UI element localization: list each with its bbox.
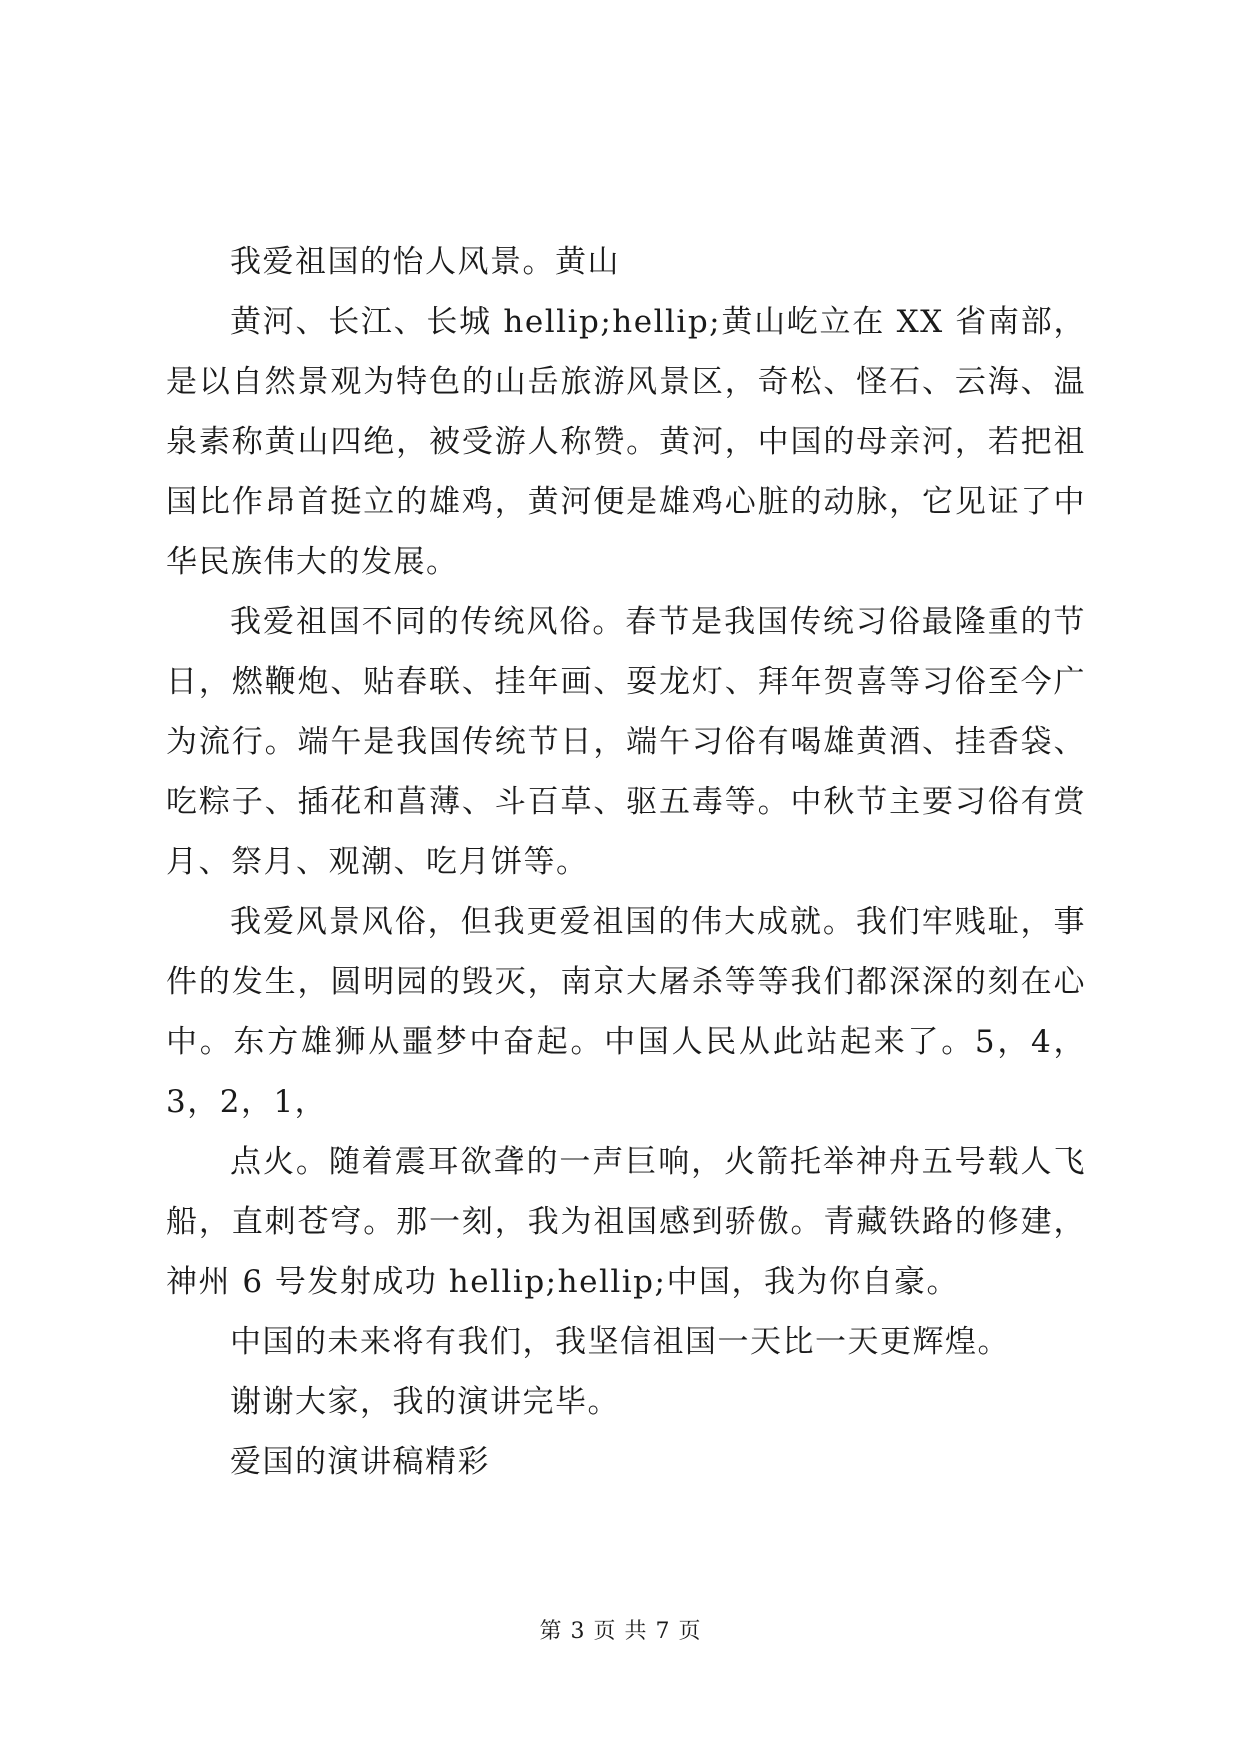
page-number-footer: 第 3 页 共 7 页 [539, 1619, 702, 1644]
document-body [166, 232, 1086, 1492]
paragraph-achievements: 我爱风景风俗，但我更爱祖国的伟大成就。我们牢贱耻，事件的发生，圆明园的毁灭，南京大屠杀等等我们都深深的刻在心中。东方雄狮从噩梦中奋起。中国人民从此站起来了。5，4，3，2，1， [166, 904, 1086, 1120]
paragraph-customs: 我爱祖国不同的传统风俗。春节是我国传统习俗最隆重的节日，燃鞭炮、贴春联、挂年画、耍龙灯、拜年贺喜等习俗至今广为流行。端午是我国传统节日，端午习俗有喝雄黄酒、挂香袋、吃粽子、插花和菖薄、斗百草、驱五毒等。中秋节主要习俗有赏月、祭月、观潮、吃月饼等。 [166, 604, 1086, 880]
paragraph-scenery-intro: 我爱祖国的怡人风景。黄山 [230, 244, 620, 280]
paragraph-scenery: 黄河、长江、长城 hellip;hellip;黄山屹立在 XX 省南部，是以自然景观为特色的山岳旅游风景区，奇松、怪石、云海、温泉素称黄山四绝，被受游人称赞。黄河，中国的母亲河，若把祖国比作昂首挺立的雄鸡，黄河便是雄鸡心脏的动脉，它见证了中华民族伟大的发展。 [166, 304, 1086, 580]
paragraph-next-title: 爱国的演讲稿精彩 [230, 1444, 490, 1480]
paragraph-thanks: 谢谢大家，我的演讲完毕。 [230, 1384, 620, 1420]
paragraph-launch: 点火。随着震耳欲聋的一声巨响，火箭托举神舟五号载人飞船，直刺苍穹。那一刻，我为祖国感到骄傲。青藏铁路的修建，神州 6 号发射成功 hellip;hellip;中国，我为你自豪。 [166, 1144, 1086, 1300]
paragraph-future: 中国的未来将有我们，我坚信祖国一天比一天更辉煌。 [230, 1324, 1010, 1360]
